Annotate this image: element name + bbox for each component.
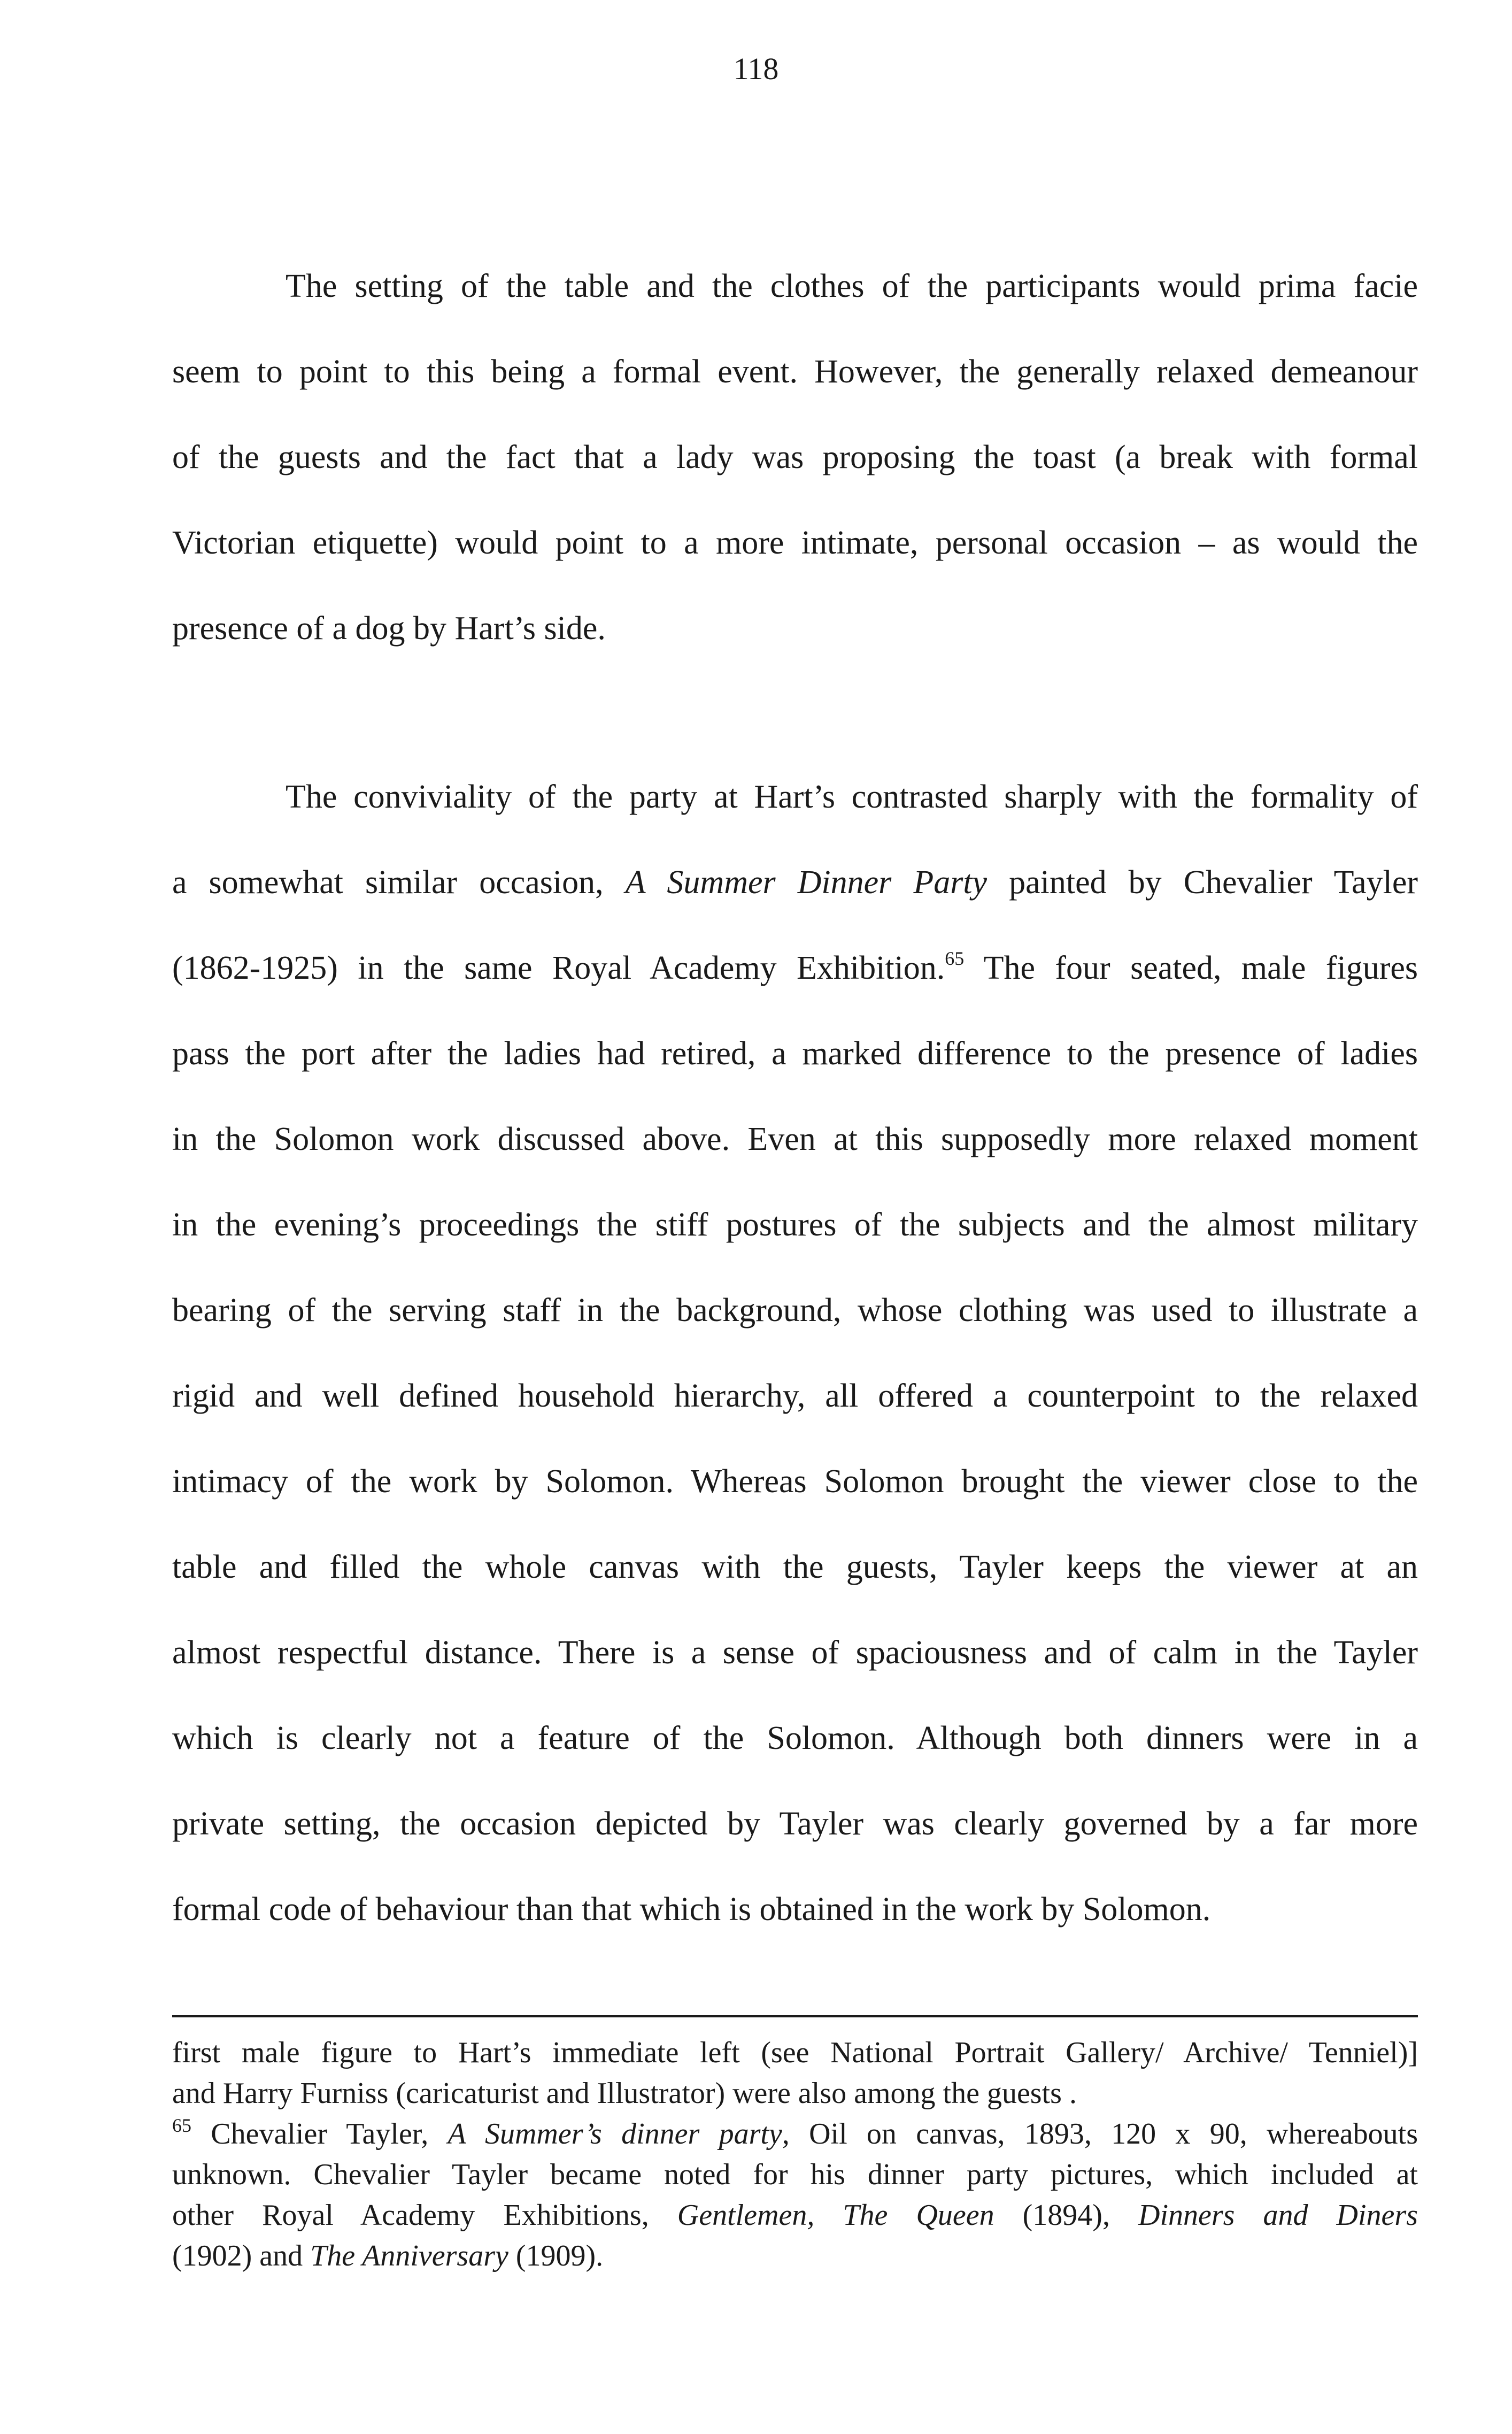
- text-segment: (1902) and: [172, 2239, 311, 2272]
- text-line: in the evening’s proceedings the stiff postures of the subjects and the almost military: [172, 1207, 1418, 1243]
- artwork-title: Gentlemen, The Queen: [677, 2199, 994, 2232]
- text-segment: (1909).: [508, 2239, 604, 2272]
- text-segment: Chevalier Tayler,: [191, 2117, 448, 2151]
- text-line: The conviviality of the party at Hart’s contrasted sharply with the formality of: [286, 779, 1418, 815]
- footnote-65: [172, 2114, 1418, 2154]
- text-line: almost respectful distance. There is a sense of spaciousness and of calm in the Tayler: [172, 1634, 1418, 1671]
- text-segment: (1862-1925) in the same Royal Academy Exhibition.: [172, 950, 945, 986]
- text-segment: other Royal Academy Exhibitions,: [172, 2199, 677, 2232]
- text-segment: painted by Chevalier Tayler: [987, 864, 1418, 901]
- text-line: The setting of the table and the clothes of the participants would prima facie: [286, 268, 1418, 304]
- paragraph-1: [172, 243, 1418, 671]
- footnote-divider: [172, 2015, 1418, 2017]
- text-line: [172, 925, 1418, 1011]
- footnote-reference[interactable]: 65: [945, 948, 965, 969]
- text-segment: a somewhat similar occasion,: [172, 864, 626, 901]
- artwork-title: A Summer Dinner Party: [625, 864, 988, 901]
- paragraph-2: [172, 754, 1418, 1952]
- text-line: presence of a dog by Hart’s side.: [172, 610, 606, 647]
- footnotes: [172, 2032, 1418, 2276]
- text-segment: The four seated, male figures: [964, 950, 1418, 986]
- text-line: in the Solomon work discussed above. Even at this supposedly more relaxed moment: [172, 1121, 1418, 1157]
- text-line: seem to point to this being a formal event. However, the generally relaxed demeanour: [172, 354, 1418, 390]
- artwork-title: Dinners and Diners: [1138, 2199, 1418, 2232]
- text-line: pass the port after the ladies had retired, a marked difference to the presence of ladies: [172, 1035, 1418, 1072]
- footnote-line: unknown. Chevalier Tayler became noted for his dinner party pictures, which included at: [172, 2158, 1418, 2191]
- text-line: which is clearly not a feature of the Solomon. Although both dinners were in a: [172, 1720, 1418, 1756]
- text-line: of the guests and the fact that a lady was proposing the toast (a break with formal: [172, 439, 1418, 475]
- footnote-line: [172, 2236, 1418, 2276]
- text-line: [172, 840, 1418, 925]
- text-line: intimacy of the work by Solomon. Whereas Solomon brought the viewer close to the: [172, 1463, 1418, 1500]
- text-line: bearing of the serving staff in the background, whose clothing was used to illustrate a: [172, 1292, 1418, 1329]
- text-segment: (1894),: [994, 2199, 1138, 2232]
- artwork-title: A Summer’s dinner party: [448, 2117, 782, 2151]
- text-line: private setting, the occasion depicted by Tayler was clearly governed by a far more: [172, 1806, 1418, 1842]
- footnote-number: 65: [172, 2115, 191, 2136]
- footnote-line: [172, 2195, 1418, 2236]
- text-line: formal code of behaviour than that which is obtained in the work by Solomon.: [172, 1891, 1211, 1928]
- footnote-line: and Harry Furniss (caricaturist and Illustrator) were also among the guests .: [172, 2077, 1077, 2110]
- text-line: table and filled the whole canvas with the guests, Tayler keeps the viewer at an: [172, 1549, 1418, 1585]
- footnote-line: first male figure to Hart’s immediate left (see National Portrait Gallery/ Archive/ Tenniel)]: [172, 2036, 1418, 2069]
- artwork-title: The Anniversary: [310, 2239, 508, 2272]
- text-segment: , Oil on canvas, 1893, 120 x 90, whereabouts: [782, 2117, 1418, 2151]
- text-line: rigid and well defined household hierarchy, all offered a counterpoint to the relaxed: [172, 1378, 1418, 1414]
- text-line: Victorian etiquette) would point to a more intimate, personal occasion – as would the: [172, 525, 1418, 561]
- page-number: 118: [733, 51, 779, 86]
